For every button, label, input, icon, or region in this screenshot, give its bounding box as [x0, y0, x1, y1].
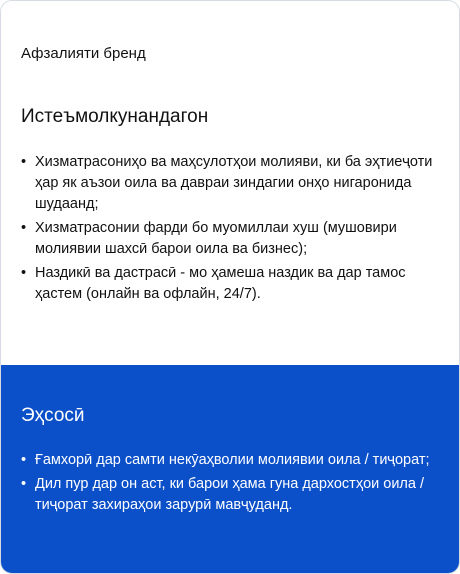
consumers-panel: [1, 1, 459, 365]
card-eyebrow: Афзалияти бренд: [21, 45, 146, 62]
list-item: [21, 218, 439, 260]
emotional-list: [21, 450, 439, 516]
list-item-text: Хизматрасонии фарди бо муомиллаи хуш (мушовири молиявии шахсӣ барои оила ва бизнес);: [35, 220, 397, 257]
list-item: [21, 263, 439, 305]
bullet-icon: •: [21, 452, 27, 468]
bullet-icon: •: [21, 476, 27, 492]
emotional-heading: Эҳсосӣ: [21, 405, 85, 426]
list-item-text: Хизматрасониҳо ва маҳсулотҳои молияви, ки ба эҳтиеҷоти ҳар як аъзои оила ва давраи зиндагии онҳо нигаронида шудаанд;: [35, 154, 433, 212]
list-item-text: Ғамхорӣ дар самти некӯаҳволии молиявии оила / тиҷорат;: [35, 452, 430, 468]
bullet-icon: •: [21, 220, 27, 236]
emotional-panel: [1, 365, 459, 573]
list-item: [21, 152, 439, 215]
list-item: [21, 450, 439, 471]
bullet-icon: •: [21, 265, 27, 281]
consumers-heading: Истеъмолкунандагон: [21, 106, 209, 127]
bullet-icon: •: [21, 154, 27, 170]
list-item-text: Дил пур дар он аст, ки барои ҳама гуна дархостҳои оила / тиҷорат захираҳои зарурӣ мавҷуданд.: [35, 476, 425, 513]
list-item: [21, 474, 439, 516]
consumers-list: [21, 152, 439, 305]
list-item-text: Наздикӣ ва дастрасӣ - мо ҳамеша наздик ва дар тамос ҳастем (онлайн ва офлайн, 24/7).: [35, 265, 406, 302]
